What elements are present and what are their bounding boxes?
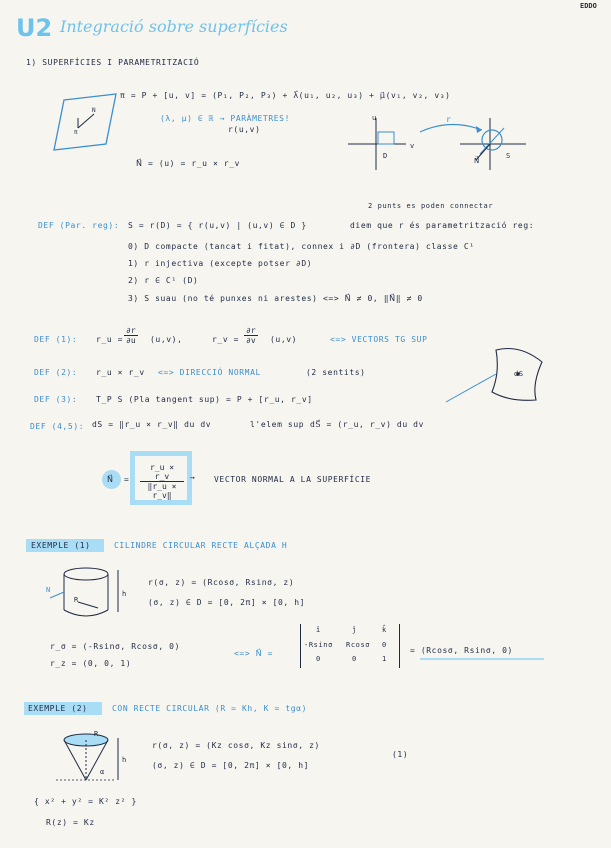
section-heading: 1) SUPERFÍCIES I PARAMETRITZACIÓ <box>26 58 200 67</box>
example1-title: CILINDRE CIRCULAR RECTE ALÇADA H <box>114 541 288 550</box>
def1-frac-v <box>244 326 258 345</box>
def1-frac-v-num: ∂r <box>246 326 256 335</box>
cone-r-label: R <box>94 730 99 738</box>
example1-tag: EXEMPLE (1) <box>31 541 91 550</box>
example1-domain: (σ, z) ∈ D = [0, 2π] × [0, h] <box>148 598 306 607</box>
det-k: k̂ <box>382 626 387 634</box>
arrow-glyph: → <box>190 473 196 482</box>
def1-frac-u-den: ∂u <box>126 336 136 345</box>
def-par-item-2: 2) r ∈ C¹ (D) <box>128 276 199 285</box>
def2-note: (2 sentits) <box>306 368 366 377</box>
def1-frac-u <box>124 326 138 345</box>
example2-eq-number: (1) <box>392 750 409 759</box>
cylinder-n-label: N <box>46 586 51 594</box>
r-arrow-label: r <box>446 115 452 124</box>
normal-frac-num: r_u × r_v <box>140 463 184 482</box>
normal-lhs: N⃗ <box>107 475 114 484</box>
example2-title: CON RECTE CIRCULAR (R = Kh, K = tgα) <box>112 704 307 713</box>
def-par-item-3: 3) S suau (no té punxes ni arestes) <=> N⃗ ≠ 0, ‖N⃗‖ ≠ 0 <box>128 294 423 303</box>
def1-rv: r_v = <box>212 335 240 344</box>
cylinder-h-label: h <box>122 590 127 598</box>
normal-definition: N⃗ = (u) = r_u × r_v <box>136 159 241 168</box>
parameters-note: (λ, μ) ∈ ℝ → PARÀMETRES! <box>160 114 290 123</box>
det-r2c3: 0 <box>382 641 387 649</box>
ds-label: dS <box>514 370 524 378</box>
def2-equation: r_u × r_v <box>96 368 145 377</box>
cone-alpha-label: α <box>100 768 105 776</box>
det-r3c2: 0 <box>352 655 357 663</box>
def3-equation: T_P S (Pla tangent sup) = P + [r_u, r_v] <box>96 395 313 404</box>
def-par-label: DEF (Par. reg): <box>38 221 120 230</box>
det-r2c1: -Rsinσ <box>304 641 333 649</box>
parametrization-sketch <box>340 110 530 172</box>
def45-equation: dS = ‖r_u × r_v‖ du dv <box>92 420 212 429</box>
normal-box-label: VECTOR NORMAL A LA SUPERFÍCIE <box>214 475 372 484</box>
example2-radius: R(z) = Kz <box>46 818 95 827</box>
def1-label: DEF (1): <box>34 335 78 344</box>
cone-sketch <box>56 730 142 786</box>
det-r2c2: Rcosσ <box>346 641 371 649</box>
surface-element-sketch <box>440 340 550 410</box>
def1-uv1: (u,v), <box>150 335 183 344</box>
connect-note: 2 punts es poden connectar <box>368 202 494 210</box>
def3-label: DEF (3): <box>34 395 78 404</box>
example2-domain: (σ, z) ∈ D = [0, 2π] × [0, h] <box>152 761 310 770</box>
cone-h-label: h <box>122 756 127 764</box>
equals-sign: = <box>124 475 130 484</box>
def45-label: DEF (4,5): <box>30 422 85 431</box>
example1-r-sigma: r_σ = (-Rsinσ, Rcosσ, 0) <box>50 642 180 651</box>
def45-vector: dS⃗ = (r_u, r_v) du dv <box>310 420 425 429</box>
def45-mid: l'elem sup <box>250 420 305 429</box>
example2-implicit: { x² + y² = K² z² } <box>34 797 137 806</box>
cylinder-r-label: R <box>74 596 79 604</box>
plane-equation: π = P + [u, v] = (P₁, P₂, P₃) + λ⃗(u₁, u₂, u₃) + μ⃗(v₁, v₂, v₃) <box>120 91 451 100</box>
unit-title: U2 <box>16 14 53 42</box>
result-underline <box>420 658 544 660</box>
def-par-item-0: 0) D compacte (tancat i fitat), connex i ∂D (frontera) classe C¹ <box>128 242 475 251</box>
det-r3c3: 1 <box>382 655 387 663</box>
example1-iff: <=> N⃗ = <box>234 649 274 658</box>
normal-fraction <box>140 463 184 500</box>
det-j: ĵ <box>352 626 357 634</box>
def1-frac-u-num: ∂r <box>126 326 136 335</box>
domain-d-label: D <box>383 152 388 160</box>
example1-param: r(σ, z) = (Rcosσ, Rsinσ, z) <box>148 578 295 587</box>
det-r3c1: 0 <box>316 655 321 663</box>
det-i: î <box>316 626 321 634</box>
u-axis-label: u <box>372 114 377 122</box>
header-tag: EDDO <box>580 2 597 10</box>
def-par-item-1: 1) r injectiva (excepte potser ∂D) <box>128 259 313 268</box>
example2-tag: EXEMPLE (2) <box>28 704 88 713</box>
surface-s-label: S <box>506 152 511 160</box>
def-par-text: diem que r és parametrització reg: <box>350 221 535 230</box>
def-par-equation: S = r(D) = { r(u,v) | (u,v) ∈ D } <box>128 221 307 230</box>
svg-text:N: N <box>92 107 96 114</box>
example1-result: = (Rcosσ, Rsinσ, 0) <box>410 646 513 655</box>
def1-uv2: (u,v) <box>270 335 298 344</box>
def1-ru: r_u = <box>96 335 124 344</box>
page-title: Integració sobre superfícies <box>60 17 288 36</box>
def1-tail: <=> VECTORS TG SUP <box>330 335 428 344</box>
cylinder-sketch <box>44 564 130 622</box>
svg-text:π: π <box>74 129 78 136</box>
def2-label: DEF (2): <box>34 368 78 377</box>
def2-tail: <=> DIRECCIÓ NORMAL <box>158 368 261 377</box>
v-axis-label: v <box>410 142 415 150</box>
def1-frac-v-den: ∂v <box>246 336 256 345</box>
normal-frac-den: ‖r_u × r_v‖ <box>147 482 177 500</box>
example2-param: r(σ, z) = (Kz cosσ, Kz sinσ, z) <box>152 741 320 750</box>
example1-r-z: r_z = (0, 0, 1) <box>50 659 132 668</box>
plane-sketch <box>50 92 120 152</box>
r-uv-label: r(u,v) <box>228 125 261 134</box>
normal-n-label: N⃗ <box>474 157 480 165</box>
